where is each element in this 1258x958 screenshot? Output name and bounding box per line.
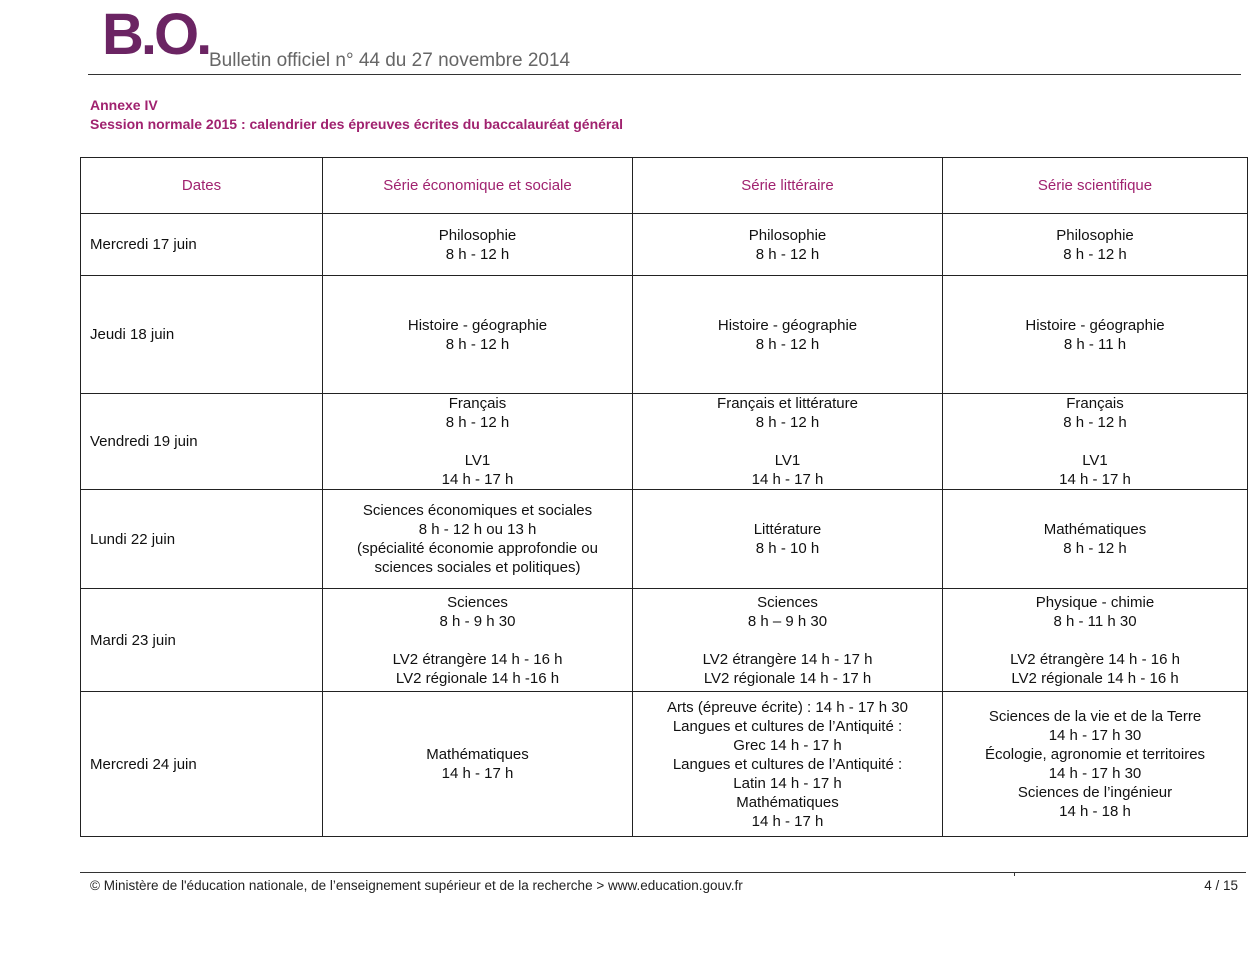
header-serie-s: Série scientifique [943,158,1248,214]
l-cell: Histoire - géographie 8 h - 12 h [633,276,943,394]
annex-heading [90,96,623,134]
date-cell: Vendredi 19 juin [81,394,323,490]
es-cell: Mathématiques 14 h - 17 h [323,692,633,837]
page-number: 4 / 15 [1204,878,1238,893]
table-row [81,490,1248,589]
exam-calendar-table [80,157,1248,837]
table-row [81,692,1248,837]
s-cell: Sciences de la vie et de la Terre 14 h - 17 h 30 Écologie, agronomie et territoires 14 h - 17 h 30 Sciences de l’ingénieur 14 h - 18 h [943,692,1248,837]
s-cell: Mathématiques 8 h - 12 h [943,490,1248,589]
es-cell: Sciences 8 h - 9 h 30 LV2 étrangère 14 h - 16 h LV2 régionale 14 h -16 h [323,589,633,692]
es-cell: Histoire - géographie 8 h - 12 h [323,276,633,394]
l-cell: Littérature 8 h - 10 h [633,490,943,589]
l-cell: Philosophie 8 h - 12 h [633,214,943,276]
table-row [81,589,1248,692]
es-cell: Sciences économiques et sociales 8 h - 12 h ou 13 h (spécialité économie approfondie ou sciences sociales et politiques) [323,490,633,589]
l-cell: Français et littérature 8 h - 12 h LV1 14 h - 17 h [633,394,943,490]
bulletin-title: Bulletin officiel n° 44 du 27 novembre 2014 [209,50,571,71]
es-cell: Français 8 h - 12 h LV1 14 h - 17 h [323,394,633,490]
date-cell: Mercredi 24 juin [81,692,323,837]
footer-copyright: © Ministère de l'éducation nationale, de l’enseignement supérieur et de la recherche > www.education.gouv.fr [90,878,743,893]
date-cell: Jeudi 18 juin [81,276,323,394]
s-cell: Physique - chimie 8 h - 11 h 30 LV2 étrangère 14 h - 16 h LV2 régionale 14 h - 16 h [943,589,1248,692]
header-serie-l: Série littéraire [633,158,943,214]
s-cell: Français 8 h - 12 h LV1 14 h - 17 h [943,394,1248,490]
l-cell: Sciences 8 h – 9 h 30 LV2 étrangère 14 h - 17 h LV2 régionale 14 h - 17 h [633,589,943,692]
date-cell: Mardi 23 juin [81,589,323,692]
date-cell: Lundi 22 juin [81,490,323,589]
annex-title: Session normale 2015 : calendrier des épreuves écrites du baccalauréat général [90,116,624,132]
table-row [81,394,1248,490]
date-cell: Mercredi 17 juin [81,214,323,276]
header-divider [88,74,1241,75]
table-row [81,214,1248,276]
bo-logo: B.O. [102,2,210,67]
l-cell: Arts (épreuve écrite) : 14 h - 17 h 30 Langues et cultures de l’Antiquité : Grec 14 h - 17 h Langues et cultures de l’Antiquité : Latin 14 h - 17 h Mathématiques 14 h - 17 h [633,692,943,837]
es-cell: Philosophie 8 h - 12 h [323,214,633,276]
header-serie-es: Série économique et sociale [323,158,633,214]
footer-divider [80,872,1246,873]
table-header-row [81,158,1248,214]
table-row [81,276,1248,394]
page-header [0,0,1258,80]
annex-label: Annexe IV [90,97,158,113]
s-cell: Histoire - géographie 8 h - 11 h [943,276,1248,394]
header-dates: Dates [81,158,323,214]
footer-tick [1014,872,1015,876]
s-cell: Philosophie 8 h - 12 h [943,214,1248,276]
